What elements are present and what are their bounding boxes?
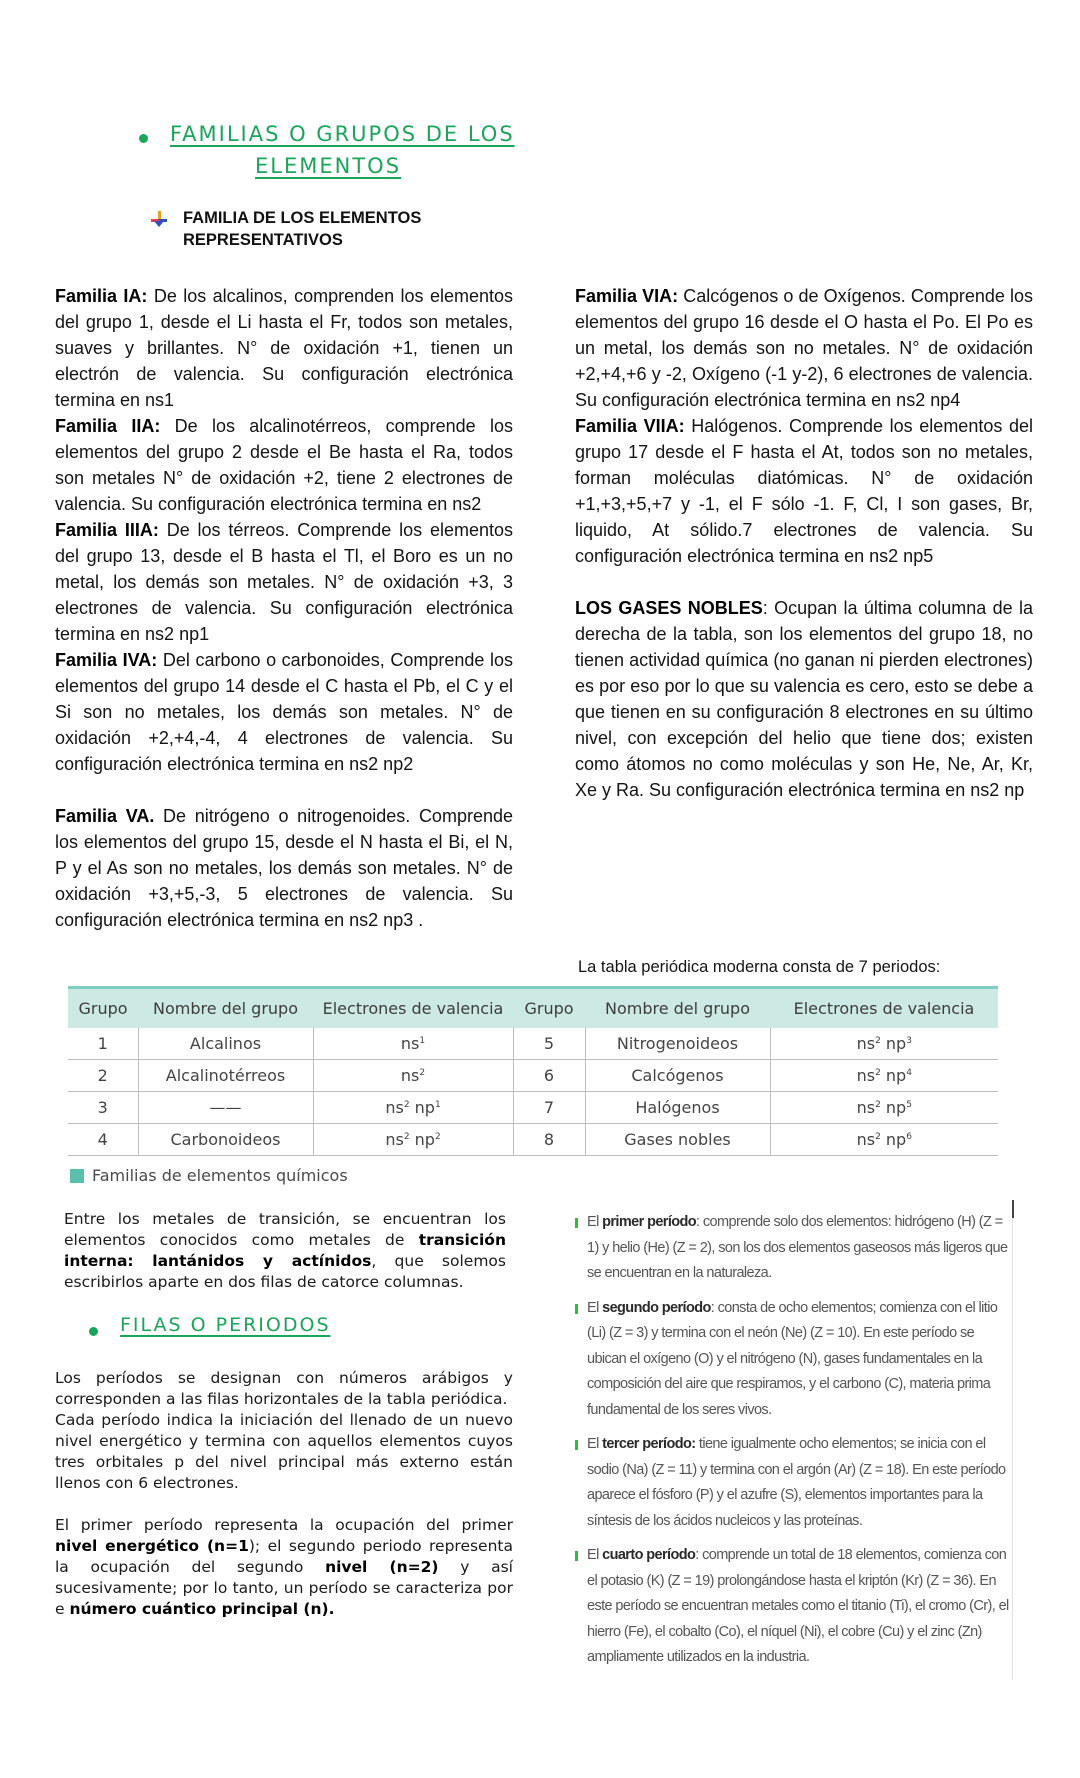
table-row	[68, 1028, 998, 1060]
left-column	[55, 283, 513, 933]
item-title: cuarto período	[602, 1547, 696, 1563]
heading-periodos: FILAS O PERIODOS	[120, 1314, 331, 1336]
table-legend	[70, 1166, 348, 1185]
gases-nobles-label: LOS GASES NOBLES	[575, 598, 763, 618]
cell-nombre-2: Calcógenos	[585, 1060, 770, 1092]
cell-grupo-2: 7	[513, 1092, 585, 1124]
col-header-nombre: Nombre del grupo	[138, 988, 313, 1028]
cell-grupo: 2	[68, 1060, 138, 1092]
bullet-tick-icon	[575, 1551, 578, 1561]
cell-electrones-2: $ns^2$ $np^6$	[770, 1124, 998, 1156]
periods-caption: La tabla periódica moderna consta de 7 periodos:	[578, 958, 941, 976]
col-header-electrones: Electrones de valencia	[313, 988, 513, 1028]
spacer	[55, 1494, 513, 1515]
p3-bold-3: número cuántico principal (n).	[69, 1600, 335, 1618]
spacer	[575, 569, 1033, 595]
familia-ia-label: Familia IA:	[55, 286, 148, 306]
p3-bold-2: nivel (n=2)	[325, 1558, 439, 1576]
cell-nombre: Carbonoideos	[138, 1124, 313, 1156]
familia-iiia	[55, 517, 513, 647]
cell-nombre-2: Gases nobles	[585, 1124, 770, 1156]
p3-text-2: ); el segundo periodo representa la ocupación del segundo	[55, 1537, 513, 1576]
section-heading-familias-2	[255, 154, 401, 178]
cell-nombre: Alcalinotérreos	[138, 1060, 313, 1092]
section-heading-periodos	[120, 1314, 331, 1336]
cell-electrones: $ns^2$ $np^2$	[313, 1124, 513, 1156]
item-title: segundo período	[602, 1299, 711, 1316]
periods-paragraph	[55, 1368, 513, 1620]
col-header-nombre-2: Nombre del grupo	[585, 988, 770, 1028]
subheading-line-2: REPRESENTATIVOS	[183, 231, 343, 249]
col-header-grupo: Grupo	[68, 988, 138, 1028]
cell-electrones-2: $ns^2$ $np^4$	[770, 1060, 998, 1092]
table-header-row	[68, 988, 998, 1028]
familia-ia	[55, 283, 513, 413]
arrow-down-icon	[150, 211, 168, 227]
cell-grupo-2: 8	[513, 1124, 585, 1156]
familia-iia-label: Familia IIA:	[55, 416, 161, 436]
bullet-icon	[139, 134, 148, 143]
familia-viia	[575, 413, 1033, 569]
item-prefix: El	[587, 1299, 603, 1316]
item-text: : consta de ocho elementos; comienza con el litio (Li) (Z = 3) y termina con el neón (Ne) (Z = 10). En este período se ubican el oxígeno (O) y el nitrógeno (N), gases fundamentales en la composición del aire que respiramos, y el carbono (C), materia prima fundamental de los seres vivos.	[587, 1299, 998, 1418]
cell-electrones: $ns^1$	[313, 1028, 513, 1060]
cell-electrones: $ns^2$	[313, 1060, 513, 1092]
legend-swatch-icon	[70, 1169, 84, 1183]
subheading-line-1: FAMILIA DE LOS ELEMENTOS	[183, 209, 422, 227]
bullet-tick-icon	[575, 1304, 578, 1314]
familia-iiia-label: Familia IIIA:	[55, 520, 159, 540]
item-text: tiene igualmente ocho elementos; se inicia con el sodio (Na) (Z = 11) y termina con el argón (Ar) (Z = 18). En este período aparece el fósforo (P) y el azufre (S), elementos importantes para la síntesis de los ácidos nucleicos y las proteínas.	[587, 1436, 1006, 1529]
familia-iia-text: De los alcalinotérreos, comprende los elementos del grupo 2 desde el Be hasta el Ra, todos son metales N° de oxidación +2, tiene 2 electrones de valencia. Su configuración electrónica termina en ns2	[55, 416, 513, 514]
families-table	[68, 986, 998, 1156]
bullet-icon	[89, 1327, 98, 1336]
heading-line-1: FAMILIAS O GRUPOS DE LOS	[170, 122, 515, 146]
table-row	[68, 1124, 998, 1156]
periods-p1: Los períodos se designan con números arábigos y corresponden a las filas horizontales de la tabla periódica.	[55, 1369, 513, 1408]
cell-grupo: 1	[68, 1028, 138, 1060]
cell-grupo-2: 6	[513, 1060, 585, 1092]
subheading	[183, 207, 421, 251]
familia-va	[55, 803, 513, 933]
bullet-tick-icon	[575, 1218, 578, 1228]
col-header-grupo-2: Grupo	[513, 988, 585, 1028]
list-item-cuarto-periodo	[575, 1543, 1015, 1671]
heading-line-2: ELEMENTOS	[255, 154, 402, 178]
familia-iva-text: Del carbono o carbonoides, Comprende los elementos del grupo 14 desde el C hasta el Pb, el C y el Si son no metales, los demás son metales. N° de oxidación +2,+4,-4, 4 electrones de valencia. Su configuración electrónica termina en ns2 np2	[55, 650, 513, 774]
transition-text-1: Entre los metales de transición, se encuentran los elementos conocidos como metales de	[64, 1210, 506, 1249]
familia-iva	[55, 647, 513, 777]
familia-iva-label: Familia IVA:	[55, 650, 158, 670]
p3-bold-1: nivel energético (n=1	[55, 1537, 249, 1555]
familia-iiia-text: De los térreos. Comprende los elementos del grupo 13, desde el B hasta el Tl, el Boro es un no metal, los demás son metales. N° de oxidación +3, 3 electrones de valencia. Su configuración electrónica termina en ns2 np1	[55, 520, 513, 644]
familia-via-text: Calcógenos o de Oxígenos. Comprende los elementos del grupo 16 desde el O hasta el Po. El Po es un metal, los demás son no metales. N° de oxidación +2,+4,+6 y -2, Oxígeno (-1 y-2), 6 electrones de valencia. Su configuración electrónica termina en ns2 np4	[575, 286, 1033, 410]
p3-text-3: y así sucesivamente; por lo tanto, un período se caracteriza por e	[55, 1558, 513, 1618]
cell-electrones-2: $ns^2$ $np^5$	[770, 1092, 998, 1124]
item-text: : comprende un total de 18 elementos, comienza con el potasio (K) (Z = 19) prolongándose hasta el kriptón (Kr) (Z = 36). En este período se encuentran metales como el titanio (Ti), el cromo (Cr), el hierro (Fe), el cobalto (Co), el níquel (Ni), el cobre (Cu) y el zinc (Zn) ampliamente utilizados en la industria.	[587, 1547, 1009, 1665]
familia-ia-text: De los alcalinos, comprenden los elementos del grupo 1, desde el Li hasta el Fr, todos son metales, suaves y brillantes. N° de oxidación +1, tienen un electrón de valencia. Su configuración electrónica termina en ns1	[55, 286, 513, 410]
item-title: tercer período:	[602, 1436, 696, 1452]
bullet-tick-icon	[575, 1440, 578, 1450]
cell-electrones: $ns^2$ $np^1$	[313, 1092, 513, 1124]
familia-via-label: Familia VIA:	[575, 286, 679, 306]
list-item-primer-periodo	[575, 1210, 1015, 1287]
gases-nobles-text: : Ocupan la última columna de la derecha de la tabla, son los elementos del grupo 18, no tienen actividad química (no ganan ni pierden electrones) es por eso por lo que su valencia es cero, esto se debe a que tienen en su configuración 8 electrones en su último nivel, con excepción del helio que tiene dos; existen como átomos no como moléculas y son He, Ne, Ar, Kr, Xe y Ra. Su configuración electrónica termina en ns2 np	[575, 598, 1033, 800]
cell-grupo: 3	[68, 1092, 138, 1124]
transition-paragraph	[64, 1209, 506, 1293]
spacer	[55, 777, 513, 803]
col-header-electrones-2: Electrones de valencia	[770, 988, 998, 1028]
familia-iia	[55, 413, 513, 517]
cell-nombre: Alcalinos	[138, 1028, 313, 1060]
section-heading-familias	[170, 122, 515, 146]
item-title: primer período	[602, 1214, 697, 1230]
transition-bold: transición interna: lantánidos y actínidos	[64, 1231, 506, 1270]
familia-viia-label: Familia VIIA:	[575, 416, 685, 436]
legend-label: Familias de elementos químicos	[92, 1166, 348, 1185]
cell-electrones-2: $ns^2$ $np^3$	[770, 1028, 998, 1060]
periods-p3	[55, 1515, 513, 1620]
gases-nobles	[575, 595, 1033, 803]
cell-nombre-2: Nitrogenoideos	[585, 1028, 770, 1060]
cell-grupo-2: 5	[513, 1028, 585, 1060]
familia-viia-text: Halógenos. Comprende los elementos del grupo 17 desde el F hasta el At, todos son no metales, forman moléculas diatómicas. N° de oxidación +1,+3,+5,+7 y -1, el F sólo -1. F, Cl, I son gases, Br, liquido, At sólido.7 electrones de valencia. Su configuración electrónica termina en ns2 np5	[575, 416, 1033, 566]
cell-nombre: ——	[138, 1092, 313, 1124]
item-prefix: El	[587, 1547, 603, 1563]
right-column	[575, 283, 1033, 803]
list-item-segundo-periodo	[575, 1296, 1015, 1424]
familia-va-text: De nitrógeno o nitrogenoides. Comprende los elementos del grupo 15, desde el N hasta el Bi, el N, P y el As son no metales, los demás son metales. N° de oxidación +3,+5,-3, 5 electrones de valencia. Su configuración electrónica termina en ns2 np3 .	[55, 806, 513, 930]
familia-va-label: Familia VA.	[55, 806, 155, 826]
cell-grupo: 4	[68, 1124, 138, 1156]
table-row	[68, 1092, 998, 1124]
item-prefix: El	[587, 1436, 603, 1452]
periods-p2: Cada período indica la iniciación del llenado de un nuevo nivel energético y termina con aquellos elementos cuyos tres orbitales p del nivel principal más externo están llenos con 6 electrones.	[55, 1411, 513, 1492]
transition-text-2: , que solemos escribirlos aparte en dos filas de catorce columnas.	[64, 1252, 506, 1291]
item-text: : comprende solo dos elementos: hidrógeno (H) (Z = 1) y helio (He) (Z = 2), son los dos elementos gaseosos más ligeros que se encuentran en la naturaleza.	[587, 1214, 1008, 1281]
table-row	[68, 1060, 998, 1092]
familia-via	[575, 283, 1033, 413]
period-list	[575, 1210, 1015, 1680]
item-prefix: El	[587, 1214, 603, 1230]
p3-text-1: El primer período representa la ocupación del primer	[55, 1516, 513, 1534]
cell-nombre-2: Halógenos	[585, 1092, 770, 1124]
list-item-tercer-periodo	[575, 1432, 1015, 1534]
